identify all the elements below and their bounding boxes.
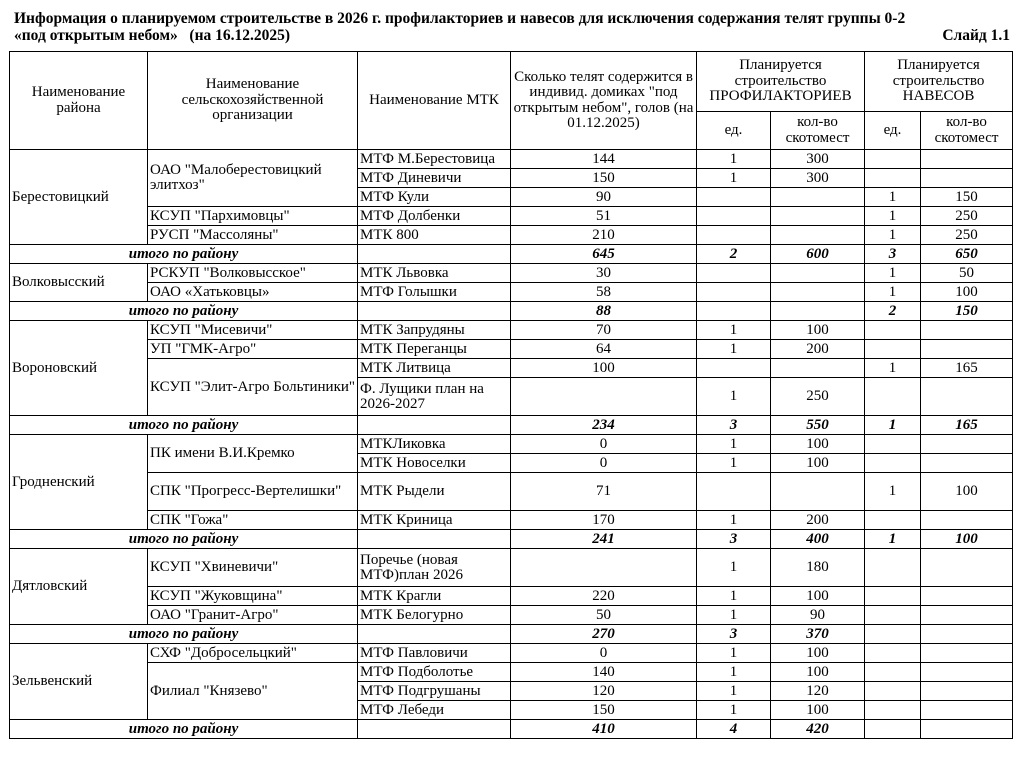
- table-row: [10, 283, 1013, 302]
- header-organization: Наименование сельскохозяйственной организации: [148, 52, 358, 150]
- prof-units: [697, 283, 771, 302]
- sheds-units: [865, 321, 921, 340]
- prof-units: [697, 226, 771, 245]
- prof-places: 100: [771, 663, 865, 682]
- organization-name: СПК "Гожа": [148, 511, 358, 530]
- calves-count: [511, 378, 697, 416]
- prof-places: [771, 226, 865, 245]
- mtk-name: МТФ Лебеди: [358, 701, 511, 720]
- calves-count: 30: [511, 264, 697, 283]
- total-sheds-places: 165: [921, 416, 1013, 435]
- sheds-units: [865, 454, 921, 473]
- header-calves: Сколько телят содержится в индивид. домиках "под открытым небом", голов (на 01.12.2025): [511, 52, 697, 150]
- prof-places: [771, 359, 865, 378]
- mtk-name: МТФ Подболотье: [358, 663, 511, 682]
- prof-units: 1: [697, 150, 771, 169]
- organization-name: КСУП "Хвиневичи": [148, 549, 358, 587]
- total-empty: [358, 416, 511, 435]
- prof-places: 120: [771, 682, 865, 701]
- total-prof-places: 420: [771, 720, 865, 739]
- calves-count: 220: [511, 587, 697, 606]
- sheds-places: [921, 606, 1013, 625]
- total-sheds-units: 3: [865, 245, 921, 264]
- mtk-name: МТК Криница: [358, 511, 511, 530]
- total-calves: 645: [511, 245, 697, 264]
- mtk-name: МТКЛиковка: [358, 435, 511, 454]
- mtk-name: МТФ Подгрушаны: [358, 682, 511, 701]
- prof-places: 180: [771, 549, 865, 587]
- total-calves: 234: [511, 416, 697, 435]
- table-row: [10, 511, 1013, 530]
- prof-places: 100: [771, 644, 865, 663]
- calves-count: [511, 549, 697, 587]
- sheds-places: [921, 454, 1013, 473]
- mtk-name: МТК Белогурно: [358, 606, 511, 625]
- district-total-row: [10, 720, 1013, 739]
- prof-places: 90: [771, 606, 865, 625]
- total-prof-units: 3: [697, 416, 771, 435]
- calves-count: 0: [511, 644, 697, 663]
- calves-count: 58: [511, 283, 697, 302]
- prof-units: 1: [697, 701, 771, 720]
- table-row: [10, 264, 1013, 283]
- mtk-name: МТФ Голышки: [358, 283, 511, 302]
- table-row: [10, 587, 1013, 606]
- prof-units: [697, 188, 771, 207]
- calves-count: 51: [511, 207, 697, 226]
- sheds-units: [865, 663, 921, 682]
- sheds-places: [921, 682, 1013, 701]
- mtk-name: МТК Литвица: [358, 359, 511, 378]
- total-label: итого по району: [10, 302, 358, 321]
- prof-places: 100: [771, 701, 865, 720]
- mtk-name: МТК 800: [358, 226, 511, 245]
- title-line-1: Информация о планируемом строительстве в 2026 г. профилакториев и навесов для исключения содержания телят группы 0-2: [14, 10, 906, 27]
- district-total-row: [10, 625, 1013, 644]
- mtk-name: МТК Рыдели: [358, 473, 511, 511]
- total-prof-units: 2: [697, 245, 771, 264]
- calves-count: 140: [511, 663, 697, 682]
- total-empty: [358, 245, 511, 264]
- prof-places: 300: [771, 169, 865, 188]
- mtk-name: МТК Запрудяны: [358, 321, 511, 340]
- total-label: итого по району: [10, 245, 358, 264]
- sheds-units: 1: [865, 283, 921, 302]
- total-sheds-places: 650: [921, 245, 1013, 264]
- sheds-units: 1: [865, 207, 921, 226]
- total-calves: 88: [511, 302, 697, 321]
- sheds-units: [865, 701, 921, 720]
- prof-units: 1: [697, 549, 771, 587]
- prof-units: 1: [697, 321, 771, 340]
- sheds-units: 1: [865, 264, 921, 283]
- mtk-name: МТФ Павловичи: [358, 644, 511, 663]
- prof-units: 1: [697, 454, 771, 473]
- sheds-units: [865, 169, 921, 188]
- sheds-units: [865, 150, 921, 169]
- organization-name: ОАО "Гранит-Агро": [148, 606, 358, 625]
- prof-units: [697, 359, 771, 378]
- district-total-row: [10, 245, 1013, 264]
- calves-count: 170: [511, 511, 697, 530]
- sheds-units: [865, 644, 921, 663]
- calves-count: 150: [511, 169, 697, 188]
- prof-places: 100: [771, 454, 865, 473]
- sheds-places: 250: [921, 226, 1013, 245]
- header-prof-places: кол-во скотомест: [771, 112, 865, 150]
- sheds-places: [921, 663, 1013, 682]
- organization-name: ОАО "Малоберестовицкий элитхоз": [148, 150, 358, 207]
- total-calves: 270: [511, 625, 697, 644]
- total-prof-units: 3: [697, 530, 771, 549]
- sheds-places: [921, 644, 1013, 663]
- organization-name: СХФ "Добросельцкий": [148, 644, 358, 663]
- total-empty: [358, 625, 511, 644]
- prof-units: 1: [697, 511, 771, 530]
- district-name: Зельвенский: [10, 644, 148, 720]
- calves-count: 150: [511, 701, 697, 720]
- sheds-places: [921, 511, 1013, 530]
- sheds-places: [921, 435, 1013, 454]
- sheds-places: 100: [921, 473, 1013, 511]
- total-sheds-places: [921, 625, 1013, 644]
- title-date: «под открытым небом» (на 16.12.2025): [14, 27, 291, 44]
- calves-count: 120: [511, 682, 697, 701]
- prof-places: 100: [771, 587, 865, 606]
- table-row: [10, 207, 1013, 226]
- table-row: [10, 473, 1013, 511]
- district-name: Берестовицкий: [10, 150, 148, 245]
- prof-places: 300: [771, 150, 865, 169]
- prof-units: 1: [697, 169, 771, 188]
- table-body: [10, 150, 1013, 739]
- calves-count: 50: [511, 606, 697, 625]
- calves-count: 90: [511, 188, 697, 207]
- prof-units: [697, 264, 771, 283]
- sheds-units: [865, 606, 921, 625]
- district-name: Гродненский: [10, 435, 148, 530]
- table-row: [10, 150, 1013, 169]
- district-name: Волковысский: [10, 264, 148, 302]
- prof-places: [771, 207, 865, 226]
- prof-places: 100: [771, 435, 865, 454]
- sheds-units: [865, 682, 921, 701]
- total-label: итого по району: [10, 720, 358, 739]
- total-sheds-units: 1: [865, 530, 921, 549]
- table-row: [10, 321, 1013, 340]
- prof-places: [771, 283, 865, 302]
- total-empty: [358, 302, 511, 321]
- table-row: [10, 606, 1013, 625]
- table-row: [10, 644, 1013, 663]
- mtk-name: МТК Переганцы: [358, 340, 511, 359]
- total-sheds-units: [865, 720, 921, 739]
- mtk-name: МТФ М.Берестовица: [358, 150, 511, 169]
- total-sheds-places: [921, 720, 1013, 739]
- district-name: Вороновский: [10, 321, 148, 416]
- calves-count: 71: [511, 473, 697, 511]
- mtk-name: МТК Львовка: [358, 264, 511, 283]
- total-empty: [358, 530, 511, 549]
- sheds-units: [865, 587, 921, 606]
- total-sheds-units: 2: [865, 302, 921, 321]
- construction-table: [9, 51, 1013, 739]
- sheds-places: [921, 378, 1013, 416]
- sheds-places: [921, 340, 1013, 359]
- header-sheds: Планируется строительство НАВЕСОВ: [865, 52, 1013, 112]
- sheds-units: 1: [865, 188, 921, 207]
- slide-number: Слайд 1.1: [942, 27, 1010, 44]
- sheds-places: 150: [921, 188, 1013, 207]
- table-row: [10, 226, 1013, 245]
- sheds-places: [921, 549, 1013, 587]
- calves-count: 0: [511, 435, 697, 454]
- prof-units: 1: [697, 663, 771, 682]
- header-mtk: Наименование МТК: [358, 52, 511, 150]
- title-line-2: [14, 27, 1010, 44]
- prof-places: [771, 264, 865, 283]
- header-district: Наименование района: [10, 52, 148, 150]
- calves-count: 100: [511, 359, 697, 378]
- sheds-units: 1: [865, 473, 921, 511]
- total-label: итого по району: [10, 530, 358, 549]
- mtk-name: МТК Крагли: [358, 587, 511, 606]
- organization-name: Филиал "Князево": [148, 663, 358, 720]
- calves-count: 64: [511, 340, 697, 359]
- sheds-places: 100: [921, 283, 1013, 302]
- mtk-name: Поречье (новая МТФ)план 2026: [358, 549, 511, 587]
- document-title: [14, 10, 1010, 44]
- header-sheds-places: кол-во скотомест: [921, 112, 1013, 150]
- total-sheds-places: 100: [921, 530, 1013, 549]
- table-row: [10, 340, 1013, 359]
- sheds-places: 165: [921, 359, 1013, 378]
- total-empty: [358, 720, 511, 739]
- total-prof-units: [697, 302, 771, 321]
- calves-count: 210: [511, 226, 697, 245]
- prof-places: 100: [771, 321, 865, 340]
- prof-units: 1: [697, 435, 771, 454]
- prof-places: [771, 188, 865, 207]
- header-prof-units: ед.: [697, 112, 771, 150]
- sheds-units: [865, 549, 921, 587]
- organization-name: КСУП "Элит-Агро Больтиники": [148, 359, 358, 416]
- sheds-places: [921, 701, 1013, 720]
- organization-name: КСУП "Жуковщина": [148, 587, 358, 606]
- calves-count: 0: [511, 454, 697, 473]
- organization-name: КСУП "Мисевичи": [148, 321, 358, 340]
- organization-name: ОАО «Хатьковцы»: [148, 283, 358, 302]
- total-sheds-units: [865, 625, 921, 644]
- sheds-places: [921, 321, 1013, 340]
- sheds-places: 50: [921, 264, 1013, 283]
- table-row: [10, 663, 1013, 682]
- organization-name: РСКУП "Волковысское": [148, 264, 358, 283]
- table-row: [10, 359, 1013, 378]
- calves-count: 144: [511, 150, 697, 169]
- mtk-name: МТФ Диневичи: [358, 169, 511, 188]
- total-calves: 241: [511, 530, 697, 549]
- prof-units: 1: [697, 606, 771, 625]
- total-calves: 410: [511, 720, 697, 739]
- total-label: итого по району: [10, 416, 358, 435]
- header-prophylactoriums: Планируется строительство ПРОФИЛАКТОРИЕВ: [697, 52, 865, 112]
- district-total-row: [10, 416, 1013, 435]
- sheds-places: [921, 150, 1013, 169]
- mtk-name: МТК Новоселки: [358, 454, 511, 473]
- organization-name: РУСП "Массоляны": [148, 226, 358, 245]
- sheds-units: 1: [865, 226, 921, 245]
- sheds-units: [865, 511, 921, 530]
- prof-units: [697, 473, 771, 511]
- calves-count: 70: [511, 321, 697, 340]
- table-row: [10, 435, 1013, 454]
- total-prof-places: 400: [771, 530, 865, 549]
- prof-units: 1: [697, 587, 771, 606]
- prof-units: 1: [697, 682, 771, 701]
- sheds-units: [865, 378, 921, 416]
- sheds-places: [921, 169, 1013, 188]
- district-total-row: [10, 302, 1013, 321]
- total-prof-units: 3: [697, 625, 771, 644]
- table-row: [10, 549, 1013, 587]
- prof-units: [697, 207, 771, 226]
- header-sheds-units: ед.: [865, 112, 921, 150]
- district-total-row: [10, 530, 1013, 549]
- prof-units: 1: [697, 378, 771, 416]
- organization-name: ПК имени В.И.Кремко: [148, 435, 358, 473]
- prof-units: 1: [697, 644, 771, 663]
- organization-name: УП "ГМК-Агро": [148, 340, 358, 359]
- total-prof-places: 600: [771, 245, 865, 264]
- mtk-name: МТФ Долбенки: [358, 207, 511, 226]
- total-prof-places: 550: [771, 416, 865, 435]
- prof-places: 250: [771, 378, 865, 416]
- total-sheds-places: 150: [921, 302, 1013, 321]
- organization-name: СПК "Прогресс-Вертелишки": [148, 473, 358, 511]
- total-sheds-units: 1: [865, 416, 921, 435]
- total-prof-places: [771, 302, 865, 321]
- sheds-places: [921, 587, 1013, 606]
- district-name: Дятловский: [10, 549, 148, 625]
- mtk-name: Ф. Лущики план на 2026-2027: [358, 378, 511, 416]
- mtk-name: МТФ Кули: [358, 188, 511, 207]
- prof-places: [771, 473, 865, 511]
- total-prof-places: 370: [771, 625, 865, 644]
- organization-name: КСУП "Пархимовцы": [148, 207, 358, 226]
- sheds-units: [865, 340, 921, 359]
- sheds-units: [865, 435, 921, 454]
- total-label: итого по району: [10, 625, 358, 644]
- sheds-units: 1: [865, 359, 921, 378]
- sheds-places: 250: [921, 207, 1013, 226]
- total-prof-units: 4: [697, 720, 771, 739]
- prof-places: 200: [771, 340, 865, 359]
- prof-places: 200: [771, 511, 865, 530]
- prof-units: 1: [697, 340, 771, 359]
